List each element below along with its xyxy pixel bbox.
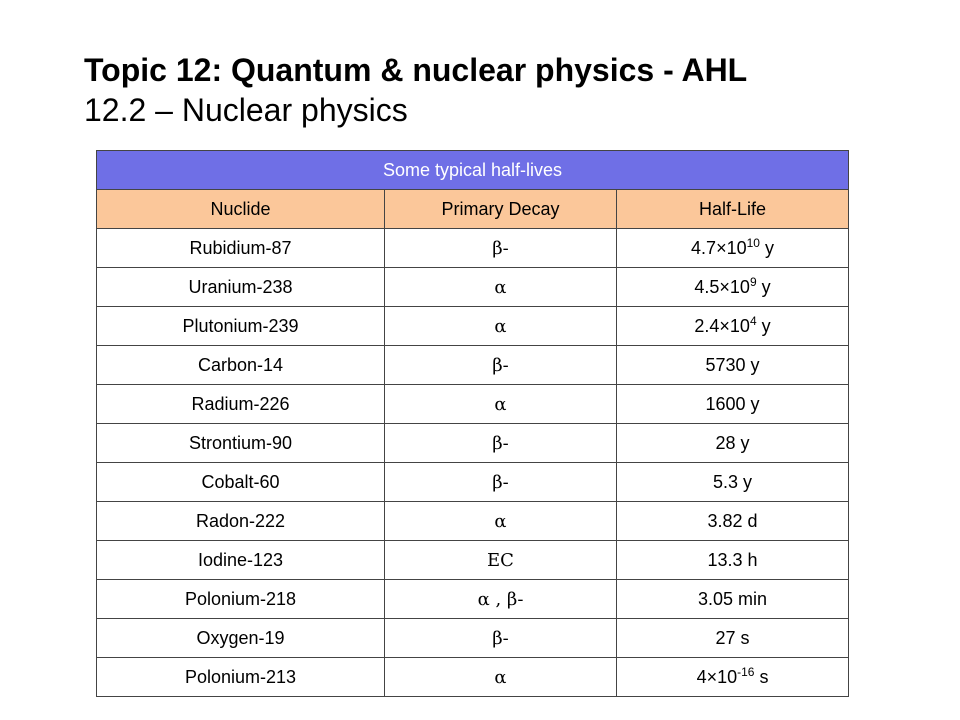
header-half-life: Half-Life bbox=[617, 190, 849, 229]
table-row bbox=[97, 385, 849, 424]
half-life-cell: 5730 y bbox=[617, 346, 849, 385]
nuclide-cell: Polonium-218 bbox=[97, 580, 385, 619]
half-life-cell: $4.5\times 10^9$ y bbox=[617, 268, 849, 307]
half-life-cell: 3.82 d bbox=[617, 502, 849, 541]
nuclide-cell: Oxygen-19 bbox=[97, 619, 385, 658]
decay-cell: α , β- bbox=[385, 580, 617, 619]
table-row bbox=[97, 229, 849, 268]
header-primary-decay: Primary Decay bbox=[385, 190, 617, 229]
nuclide-cell: Rubidium-87 bbox=[97, 229, 385, 268]
nuclide-cell: Strontium-90 bbox=[97, 424, 385, 463]
table-row bbox=[97, 268, 849, 307]
half-life-cell: 27 s bbox=[617, 619, 849, 658]
table-caption: Some typical half-lives bbox=[97, 151, 849, 190]
half-life-cell: $4\times 10^{-16}$ s bbox=[617, 658, 849, 697]
table-row bbox=[97, 541, 849, 580]
nuclide-cell: Plutonium-239 bbox=[97, 307, 385, 346]
half-life-cell: $4.7\times 10^{10}$ y bbox=[617, 229, 849, 268]
nuclide-cell: Iodine-123 bbox=[97, 541, 385, 580]
nuclide-cell: Polonium-213 bbox=[97, 658, 385, 697]
decay-cell: β- bbox=[385, 229, 617, 268]
decay-cell: β- bbox=[385, 346, 617, 385]
decay-cell: EC bbox=[385, 541, 617, 580]
half-life-cell: 3.05 min bbox=[617, 580, 849, 619]
decay-cell: β- bbox=[385, 424, 617, 463]
page-subtitle: 12.2 – Nuclear physics bbox=[84, 92, 408, 128]
table-caption-row bbox=[97, 151, 849, 190]
table-row bbox=[97, 658, 849, 697]
nuclide-cell: Radon-222 bbox=[97, 502, 385, 541]
nuclide-cell: Cobalt-60 bbox=[97, 463, 385, 502]
nuclide-cell: Carbon-14 bbox=[97, 346, 385, 385]
decay-cell: α bbox=[385, 268, 617, 307]
nuclide-cell: Radium-226 bbox=[97, 385, 385, 424]
nuclide-cell: Uranium-238 bbox=[97, 268, 385, 307]
half-life-cell: 13.3 h bbox=[617, 541, 849, 580]
table-row bbox=[97, 463, 849, 502]
decay-cell: β- bbox=[385, 619, 617, 658]
half-life-cell: 1600 y bbox=[617, 385, 849, 424]
table-header-row bbox=[97, 190, 849, 229]
slide-title bbox=[84, 50, 747, 130]
table-row bbox=[97, 502, 849, 541]
half-life-cell: 28 y bbox=[617, 424, 849, 463]
table-row bbox=[97, 424, 849, 463]
half-life-cell: 5.3 y bbox=[617, 463, 849, 502]
decay-cell: α bbox=[385, 307, 617, 346]
half-lives-table bbox=[96, 150, 849, 697]
page-title: Topic 12: Quantum & nuclear physics - AHL bbox=[84, 52, 748, 88]
decay-cell: α bbox=[385, 658, 617, 697]
half-life-cell: $2.4\times 10^4$ y bbox=[617, 307, 849, 346]
table-row bbox=[97, 580, 849, 619]
table-row bbox=[97, 346, 849, 385]
decay-cell: α bbox=[385, 385, 617, 424]
decay-cell: β- bbox=[385, 463, 617, 502]
table-row bbox=[97, 307, 849, 346]
header-nuclide: Nuclide bbox=[97, 190, 385, 229]
decay-cell: α bbox=[385, 502, 617, 541]
table-row bbox=[97, 619, 849, 658]
